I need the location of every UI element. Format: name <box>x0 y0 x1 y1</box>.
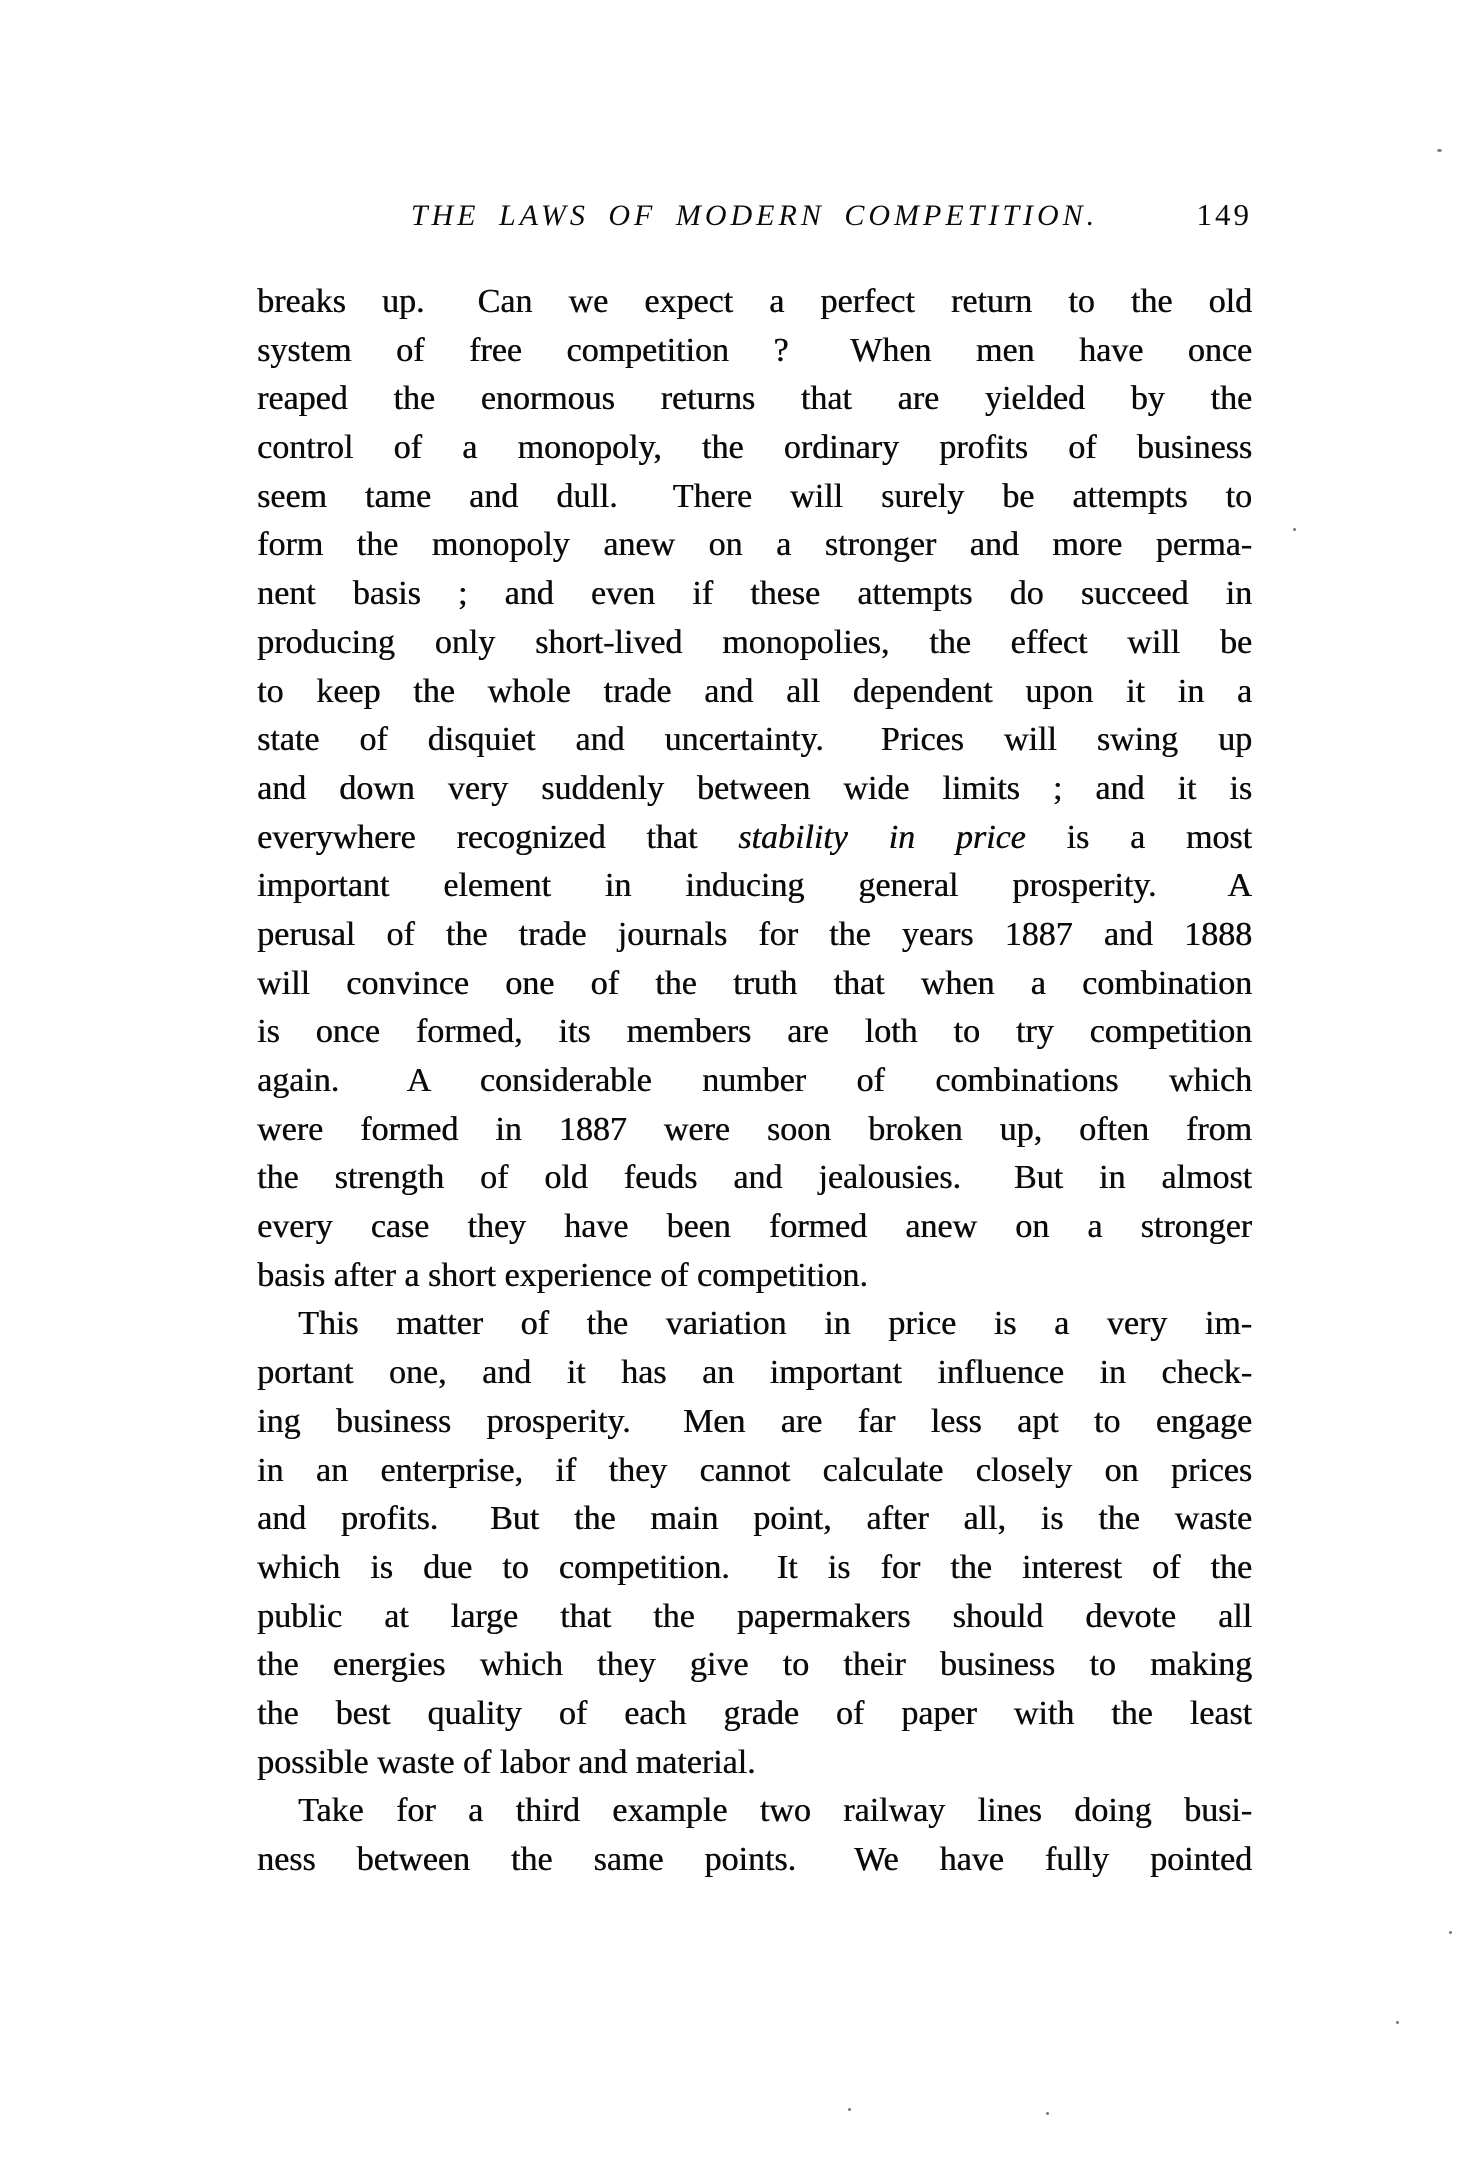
text-line <box>257 1349 1252 1398</box>
text-line <box>257 716 1252 765</box>
scan-speck <box>1396 2021 1399 2024</box>
text-segment: to keep the whole trade and all dependent upon it in a <box>257 672 1252 710</box>
text-line <box>257 473 1252 522</box>
text-line <box>257 1106 1252 1155</box>
text-line <box>257 278 1252 327</box>
page-body <box>257 278 1252 1885</box>
text-segment: state of disquiet and uncertainty. Prices will swing up <box>257 721 1252 759</box>
page-number: 149 <box>1196 197 1252 232</box>
text-segment: form the monopoly anew on a stronger and more perma- <box>257 526 1252 564</box>
text-line <box>257 1690 1252 1739</box>
text-line <box>257 1447 1252 1496</box>
text-segment: important element in inducing general prosperity. A <box>257 867 1252 905</box>
text-line <box>257 1739 1252 1788</box>
text-segment: every case they have been formed anew on a stronger <box>257 1208 1252 1246</box>
text-segment: and profits. But the main point, after all, is the waste <box>257 1500 1252 1538</box>
text-segment: the best quality of each grade of paper with the least <box>257 1694 1252 1732</box>
text-line <box>257 814 1252 863</box>
text-line <box>257 960 1252 1009</box>
scan-speck <box>1293 528 1296 531</box>
text-line <box>257 1398 1252 1447</box>
text-segment: is once formed, its members are loth to try competition <box>257 1013 1252 1051</box>
text-segment: control of a monopoly, the ordinary profits of business <box>257 429 1252 467</box>
text-segment: seem tame and dull. There will surely be attempts to <box>257 477 1252 515</box>
text-line <box>257 1787 1252 1836</box>
italic-phrase: stability in price <box>738 818 1026 856</box>
text-segment: were formed in 1887 were soon broken up, often from <box>257 1110 1252 1148</box>
scan-speck <box>1046 2112 1049 2115</box>
text-line <box>257 1300 1252 1349</box>
scan-speck <box>1449 1931 1452 1934</box>
text-segment: reaped the enormous returns that are yielded by the <box>257 380 1252 418</box>
text-line <box>257 1544 1252 1593</box>
text-line <box>257 424 1252 473</box>
text-line <box>257 765 1252 814</box>
text-line <box>257 1008 1252 1057</box>
text-segment: Take for a third example two railway lines doing busi- <box>298 1792 1252 1830</box>
text-line <box>257 1154 1252 1203</box>
text-line <box>257 327 1252 376</box>
text-segment: ing business prosperity. Men are far less apt to engage <box>257 1402 1252 1440</box>
text-segment: basis after a short experience of competition. <box>257 1256 868 1294</box>
text-segment: is a most <box>1025 818 1252 856</box>
text-segment: nent basis ; and even if these attempts do succeed in <box>257 575 1252 613</box>
text-line <box>257 1836 1252 1885</box>
text-block <box>257 198 1252 1885</box>
text-segment: perusal of the trade journals for the years 1887 and 1888 <box>257 915 1252 953</box>
text-segment: portant one, and it has an important influence in check- <box>257 1354 1252 1392</box>
text-segment: ness between the same points. We have fully pointed <box>257 1841 1252 1878</box>
text-segment: system of free competition ? When men have once <box>257 331 1252 369</box>
text-segment: will convince one of the truth that when a combination <box>257 964 1252 1002</box>
text-segment: the strength of old feuds and jealousies. But in almost <box>257 1159 1252 1197</box>
text-line <box>257 1203 1252 1252</box>
scan-speck <box>848 2108 851 2111</box>
text-line <box>257 619 1252 668</box>
text-segment: the energies which they give to their business to making <box>257 1646 1252 1684</box>
text-segment: and down very suddenly between wide limits ; and it is <box>257 769 1252 807</box>
text-line <box>257 1641 1252 1690</box>
text-segment: everywhere recognized that <box>257 818 739 856</box>
text-line <box>257 668 1252 717</box>
text-segment: which is due to competition. It is for the interest of the <box>257 1548 1252 1586</box>
text-line <box>257 911 1252 960</box>
page-header <box>257 198 1252 238</box>
text-segment: public at large that the papermakers should devote all <box>257 1597 1252 1635</box>
text-line <box>257 521 1252 570</box>
text-segment: producing only short-lived monopolies, the effect will be <box>257 623 1252 661</box>
text-line <box>257 1495 1252 1544</box>
text-segment: possible waste of labor and material. <box>257 1743 756 1781</box>
text-line <box>257 1057 1252 1106</box>
text-segment: breaks up. Can we expect a perfect return to the old <box>257 283 1252 320</box>
text-line <box>257 862 1252 911</box>
text-line <box>257 1593 1252 1642</box>
scan-speck <box>1437 149 1442 152</box>
running-title: THE LAWS OF MODERN COMPETITION. <box>410 199 1099 232</box>
text-segment: in an enterprise, if they cannot calculate closely on prices <box>257 1451 1252 1489</box>
text-line <box>257 570 1252 619</box>
text-line <box>257 375 1252 424</box>
text-segment: This matter of the variation in price is a very im- <box>298 1305 1252 1343</box>
text-segment: again. A considerable number of combinations which <box>257 1062 1252 1099</box>
text-line <box>257 1252 1252 1301</box>
